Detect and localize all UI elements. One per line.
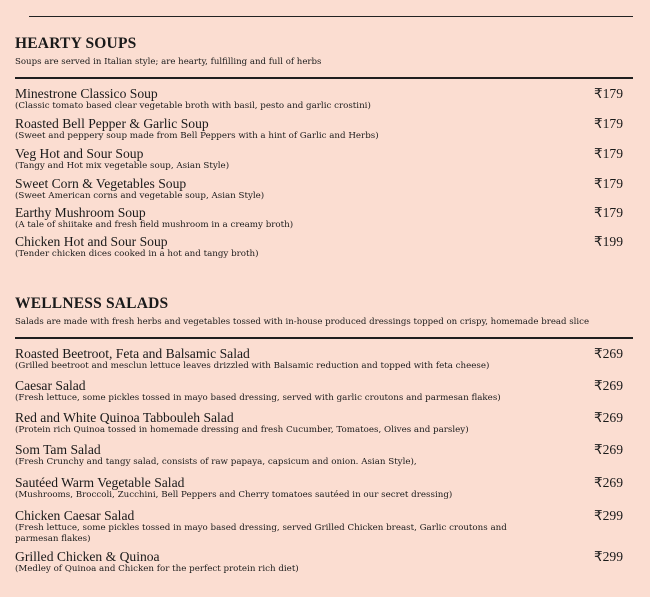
section-title: WELLNESS SALADS — [15, 295, 169, 312]
menu-item — [15, 346, 635, 378]
item-price: ₹299 — [593, 549, 623, 564]
menu-item — [15, 176, 635, 205]
item-description: (Sweet and peppery soup made from Bell Peppers with a hint of Garlic and Herbs) — [15, 131, 379, 141]
section-subtitle: Salads are made with fresh herbs and vegetables tossed with in-house produced dressings topped on crispy, homemade bread slice — [15, 317, 590, 327]
section-hearty-soups — [15, 35, 635, 264]
section-title: HEARTY SOUPS — [15, 35, 137, 52]
item-name: Sweet Corn & Vegetables Soup — [15, 176, 187, 191]
item-price: ₹299 — [593, 508, 623, 523]
item-name: Chicken Caesar Salad — [15, 508, 135, 523]
menu-item — [15, 508, 635, 549]
item-price: ₹269 — [593, 378, 623, 393]
item-name: Caesar Salad — [15, 378, 86, 393]
item-price: ₹179 — [593, 146, 623, 161]
item-price: ₹269 — [593, 410, 623, 425]
item-description: (Medley of Quinoa and Chicken for the perfect protein rich diet) — [15, 564, 299, 574]
item-description: (Classic tomato based clear vegetable broth with basil, pesto and garlic crostini) — [15, 101, 371, 111]
item-price: ₹179 — [593, 205, 623, 220]
item-description: (Fresh Crunchy and tangy salad, consists of raw papaya, capsicum and onion. Asian Style), — [15, 457, 417, 467]
menu-item — [15, 205, 635, 234]
item-name: Roasted Bell Pepper & Garlic Soup — [15, 116, 209, 131]
item-name: Grilled Chicken & Quinoa — [15, 549, 160, 564]
menu-item — [15, 234, 635, 264]
item-description: (Sweet American corns and vegetable soup, Asian Style) — [15, 191, 265, 201]
menu-item-list — [15, 86, 635, 264]
menu-item — [15, 86, 635, 116]
item-price: ₹179 — [593, 176, 623, 191]
item-name: Minestrone Classico Soup — [15, 86, 158, 101]
menu-item — [15, 378, 635, 410]
item-price: ₹179 — [593, 86, 623, 101]
item-description: (Tender chicken dices cooked in a hot and tangy broth) — [15, 249, 259, 259]
item-name: Chicken Hot and Sour Soup — [15, 234, 168, 249]
item-description: (Protein rich Quinoa tossed in homemade dressing and fresh Cucumber, Tomatoes, Olives and parsley) — [15, 425, 469, 435]
item-name: Earthy Mushroom Soup — [15, 205, 146, 220]
menu-item-list — [15, 346, 635, 579]
menu-item — [15, 442, 635, 475]
item-price: ₹269 — [593, 346, 623, 361]
item-price: ₹199 — [593, 234, 623, 249]
top-divider — [29, 16, 633, 17]
menu-item — [15, 549, 635, 579]
item-name: Red and White Quinoa Tabbouleh Salad — [15, 410, 234, 425]
item-description: (Fresh lettuce, some pickles tossed in mayo based dressing, served with garlic croutons and parmesan flakes) — [15, 393, 501, 403]
menu-item — [15, 475, 635, 508]
item-description: (A tale of shiitake and fresh field mushroom in a creamy broth) — [15, 220, 294, 230]
item-description: (Tangy and Hot mix vegetable soup, Asian Style) — [15, 161, 230, 171]
item-name: Som Tam Salad — [15, 442, 101, 457]
item-price: ₹269 — [593, 475, 623, 490]
item-price: ₹179 — [593, 116, 623, 131]
item-name: Roasted Beetroot, Feta and Balsamic Salad — [15, 346, 250, 361]
section-divider — [15, 337, 633, 339]
item-name: Sautéed Warm Vegetable Salad — [15, 475, 185, 490]
section-divider — [15, 77, 633, 79]
item-name: Veg Hot and Sour Soup — [15, 146, 144, 161]
item-description: (Grilled beetroot and mesclun lettuce leaves drizzled with Balsamic reduction and topped with feta cheese) — [15, 361, 490, 371]
menu-item — [15, 116, 635, 146]
section-subtitle: Soups are served in Italian style; are hearty, fulfilling and full of herbs — [15, 57, 322, 67]
section-wellness-salads — [15, 295, 635, 579]
item-description: (Fresh lettuce, some pickles tossed in mayo based dressing, served Grilled Chicken breast, Garlic croutons and parmesan flakes) — [15, 523, 507, 544]
menu-item — [15, 146, 635, 176]
item-price: ₹269 — [593, 442, 623, 457]
item-description: (Mushrooms, Broccoli, Zucchini, Bell Peppers and Cherry tomatoes sautéed in our secret dressing) — [15, 490, 453, 500]
menu-item — [15, 410, 635, 442]
